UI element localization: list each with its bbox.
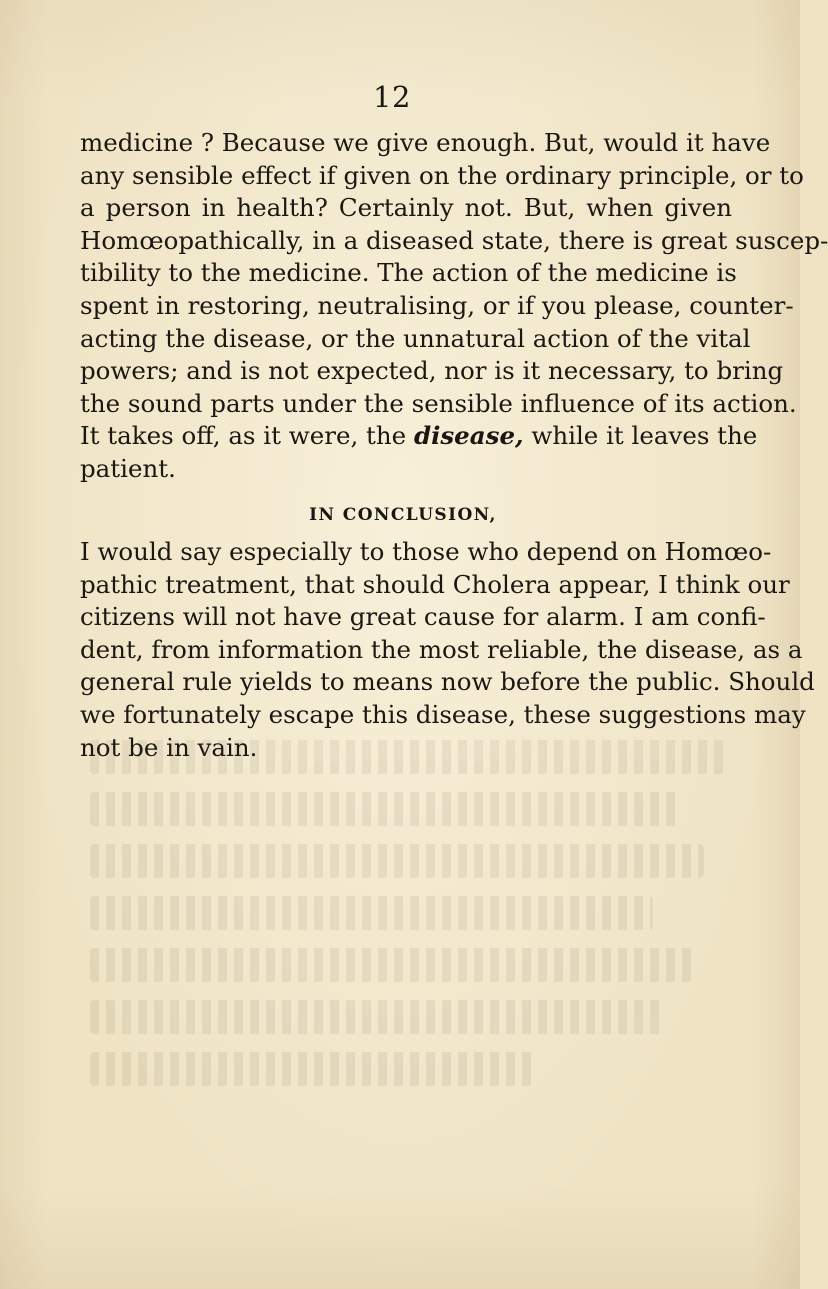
text-line: patient. [80, 453, 176, 483]
page-number: 12 [373, 80, 411, 114]
text-line: not be in vain. [80, 732, 258, 762]
text-line: dent, from information the most reliable, the disease, as a [80, 634, 803, 664]
text-line: spent in restoring, neutralising, or if you please, counter- [80, 290, 794, 320]
emphasized-word: disease, [413, 421, 524, 451]
paragraph-body-2 [80, 536, 815, 764]
text-line: any sensible effect if given on the ordinary principle, or to [80, 160, 804, 190]
section-heading: IN CONCLUSION, [309, 505, 497, 525]
text-line: the sound parts under the sensible influence of its action. [80, 388, 797, 418]
text-line: powers; and is not expected, nor is it necessary, to bring [80, 356, 784, 386]
text-line: medicine ? Because we give enough. But, would it have [80, 128, 771, 157]
text-fragment: while it leaves the [531, 421, 758, 451]
text-fragment: It takes off, as it were, the [80, 421, 407, 451]
text-line: pathic treatment, that should Cholera appear, I think our [80, 569, 790, 599]
text-line: general rule yields to means now before the public. Should [80, 667, 815, 697]
text-line: tibility to the medicine. The action of the medicine is [80, 258, 737, 288]
text-line: a person in health? Certainly not. But, when given [80, 193, 732, 223]
text-line-with-emphasis [80, 420, 758, 453]
text-line: I would say especially to those who depend on Homœo- [80, 537, 772, 566]
text-line: Homœopathically, in a diseased state, there is great suscep- [80, 225, 828, 255]
text-line: citizens will not have great cause for alarm. I am confi- [80, 602, 766, 632]
show-through-texture [90, 740, 730, 1160]
paragraph-body-1 [80, 127, 828, 486]
text-line: acting the disease, or the unnatural action of the vital [80, 323, 751, 353]
text-line: we fortunately escape this disease, these suggestions may [80, 699, 806, 729]
